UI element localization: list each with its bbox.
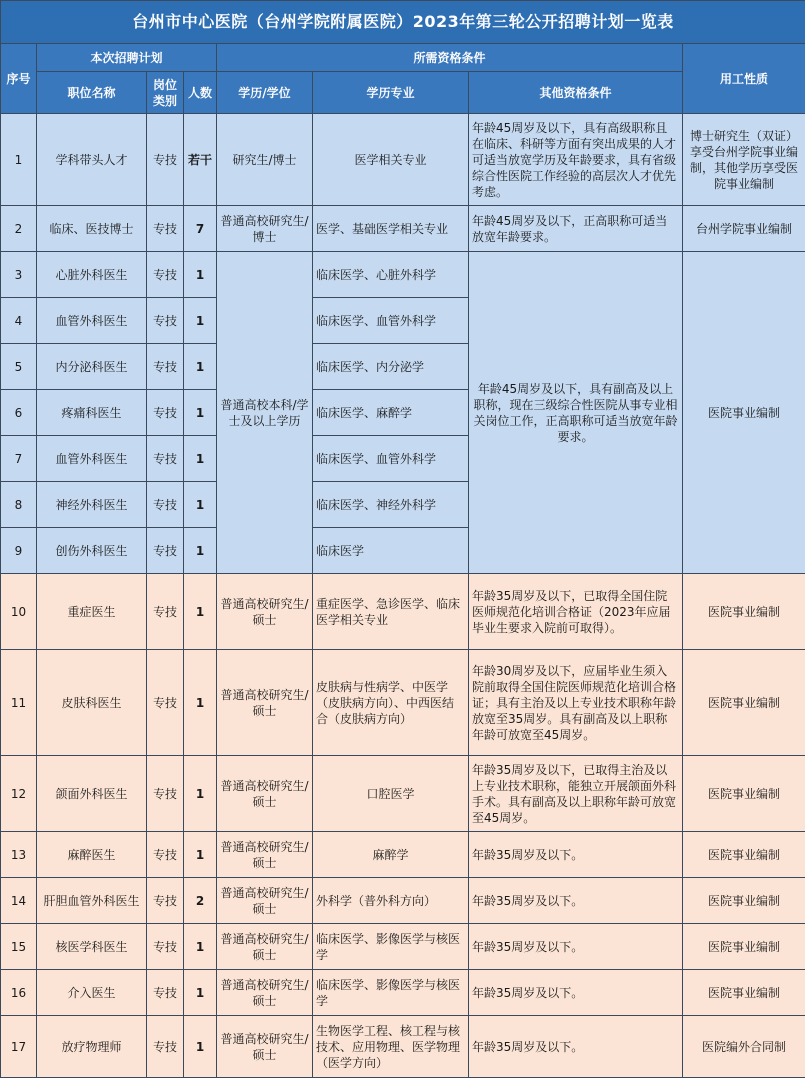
row-seq: 17 xyxy=(1,1016,37,1078)
group-degree: 普通高校本科/学士及以上学历 xyxy=(217,252,313,574)
row-seq: 1 xyxy=(1,114,37,206)
row-count: 若干 xyxy=(184,114,217,206)
row-count: 1 xyxy=(184,574,217,650)
row-major: 麻醉学 xyxy=(313,832,469,878)
header-degree: 学历/学位 xyxy=(217,72,313,114)
row-major: 临床医学、内分泌学 xyxy=(313,344,469,390)
row-position: 内分泌科医生 xyxy=(37,344,147,390)
row-employment: 医院事业编制 xyxy=(683,650,805,756)
row-other: 年龄35周岁及以下，已取得主治及以上专业技术职称，能独立开展颌面外科手术。具有副高及以上职称年龄可放宽至45周岁。 xyxy=(469,756,683,832)
row-major: 临床医学、心脏外科学 xyxy=(313,252,469,298)
row-major: 外科学（普外科方向） xyxy=(313,878,469,924)
row-position: 神经外科医生 xyxy=(37,482,147,528)
row-position: 临床、医技博士 xyxy=(37,206,147,252)
row-employment: 医院事业编制 xyxy=(683,924,805,970)
row-post-type: 专技 xyxy=(147,878,184,924)
row-position: 创伤外科医生 xyxy=(37,528,147,574)
row-degree: 普通高校研究生/硕士 xyxy=(217,878,313,924)
row-post-type: 专技 xyxy=(147,756,184,832)
row-post-type: 专技 xyxy=(147,574,184,650)
row-employment: 医院事业编制 xyxy=(683,878,805,924)
row-degree: 研究生/博士 xyxy=(217,114,313,206)
row-position: 血管外科医生 xyxy=(37,298,147,344)
row-seq: 3 xyxy=(1,252,37,298)
table-row xyxy=(1,970,805,1016)
row-degree: 普通高校研究生/硕士 xyxy=(217,924,313,970)
row-degree: 普通高校研究生/博士 xyxy=(217,206,313,252)
row-position: 颌面外科医生 xyxy=(37,756,147,832)
row-major: 临床医学、血管外科学 xyxy=(313,298,469,344)
row-position: 介入医生 xyxy=(37,970,147,1016)
table-row xyxy=(1,206,805,252)
row-major: 临床医学、神经外科学 xyxy=(313,482,469,528)
row-count: 1 xyxy=(184,390,217,436)
header-plan-group: 本次招聘计划 xyxy=(37,44,217,72)
group-other: 年龄45周岁及以下，具有副高及以上职称，现在三级综合性医院从事专业相关岗位工作，正高职称可适当放宽年龄要求。 xyxy=(469,252,683,574)
row-count: 1 xyxy=(184,298,217,344)
row-post-type: 专技 xyxy=(147,252,184,298)
row-seq: 14 xyxy=(1,878,37,924)
row-major: 口腔医学 xyxy=(313,756,469,832)
group-employment: 医院事业编制 xyxy=(683,252,805,574)
row-count: 2 xyxy=(184,878,217,924)
row-position: 疼痛科医生 xyxy=(37,390,147,436)
table-row xyxy=(1,252,805,298)
page-title: 台州市中心医院（台州学院附属医院）2023年第三轮公开招聘计划一览表 xyxy=(1,1,805,44)
row-post-type: 专技 xyxy=(147,436,184,482)
row-seq: 7 xyxy=(1,436,37,482)
row-major: 临床医学、影像医学与核医学 xyxy=(313,924,469,970)
row-post-type: 专技 xyxy=(147,528,184,574)
row-other: 年龄35周岁及以下。 xyxy=(469,1016,683,1078)
row-position: 血管外科医生 xyxy=(37,436,147,482)
row-post-type: 专技 xyxy=(147,482,184,528)
row-seq: 5 xyxy=(1,344,37,390)
row-major: 临床医学、血管外科学 xyxy=(313,436,469,482)
row-other: 年龄35周岁及以下。 xyxy=(469,924,683,970)
row-degree: 普通高校研究生/硕士 xyxy=(217,756,313,832)
row-post-type: 专技 xyxy=(147,298,184,344)
row-seq: 15 xyxy=(1,924,37,970)
row-other: 年龄35周岁及以下。 xyxy=(469,832,683,878)
table-row xyxy=(1,1016,805,1078)
row-count: 1 xyxy=(184,528,217,574)
table-row xyxy=(1,756,805,832)
row-degree: 普通高校研究生/硕士 xyxy=(217,970,313,1016)
row-seq: 2 xyxy=(1,206,37,252)
row-employment: 医院编外合同制 xyxy=(683,1016,805,1078)
row-employment: 医院事业编制 xyxy=(683,970,805,1016)
row-position: 核医学科医生 xyxy=(37,924,147,970)
row-other: 年龄35周岁及以下。 xyxy=(469,970,683,1016)
header-position: 职位名称 xyxy=(37,72,147,114)
row-major: 生物医学工程、核工程与核技术、应用物理、医学物理（医学方向） xyxy=(313,1016,469,1078)
row-degree: 普通高校研究生/硕士 xyxy=(217,574,313,650)
row-post-type: 专技 xyxy=(147,832,184,878)
row-major: 临床医学、麻醉学 xyxy=(313,390,469,436)
row-other: 年龄35周岁及以下。 xyxy=(469,878,683,924)
row-count: 7 xyxy=(184,206,217,252)
row-seq: 12 xyxy=(1,756,37,832)
row-post-type: 专技 xyxy=(147,114,184,206)
row-count: 1 xyxy=(184,344,217,390)
row-seq: 11 xyxy=(1,650,37,756)
row-employment: 医院事业编制 xyxy=(683,756,805,832)
row-major: 医学、基础医学相关专业 xyxy=(313,206,469,252)
row-count: 1 xyxy=(184,924,217,970)
row-post-type: 专技 xyxy=(147,390,184,436)
row-count: 1 xyxy=(184,970,217,1016)
row-degree: 普通高校研究生/硕士 xyxy=(217,650,313,756)
table-row xyxy=(1,878,805,924)
row-count: 1 xyxy=(184,1016,217,1078)
row-post-type: 专技 xyxy=(147,970,184,1016)
header-post-type: 岗位类别 xyxy=(147,72,184,114)
row-degree: 普通高校研究生/硕士 xyxy=(217,832,313,878)
row-major: 重症医学、急诊医学、临床医学相关专业 xyxy=(313,574,469,650)
row-employment: 台州学院事业编制 xyxy=(683,206,805,252)
table-row xyxy=(1,574,805,650)
row-major: 临床医学 xyxy=(313,528,469,574)
row-count: 1 xyxy=(184,650,217,756)
header-count: 人数 xyxy=(184,72,217,114)
row-post-type: 专技 xyxy=(147,1016,184,1078)
row-employment: 医院事业编制 xyxy=(683,832,805,878)
row-other: 年龄45周岁及以下，具有高级职称且在临床、科研等方面有突出成果的人才可适当放宽学历及年龄要求，具有省级综合性医院工作经验的高层次人才优先考虑。 xyxy=(469,114,683,206)
row-post-type: 专技 xyxy=(147,650,184,756)
row-position: 肝胆血管外科医生 xyxy=(37,878,147,924)
header-other: 其他资格条件 xyxy=(469,72,683,114)
row-position: 学科带头人才 xyxy=(37,114,147,206)
header-seq: 序号 xyxy=(1,44,37,114)
row-seq: 10 xyxy=(1,574,37,650)
row-degree: 普通高校研究生/硕士 xyxy=(217,1016,313,1078)
row-position: 麻醉医生 xyxy=(37,832,147,878)
row-count: 1 xyxy=(184,252,217,298)
row-other: 年龄30周岁及以下，应届毕业生须入院前取得全国住院医师规范化培训合格证；具有主治及以上专业技术职称年龄放宽至35周岁。具有副高及以上职称年龄可放宽至45周岁。 xyxy=(469,650,683,756)
row-seq: 8 xyxy=(1,482,37,528)
row-count: 1 xyxy=(184,436,217,482)
header-qual-group: 所需资格条件 xyxy=(217,44,683,72)
row-seq: 6 xyxy=(1,390,37,436)
row-major: 医学相关专业 xyxy=(313,114,469,206)
row-seq: 16 xyxy=(1,970,37,1016)
row-post-type: 专技 xyxy=(147,344,184,390)
row-seq: 13 xyxy=(1,832,37,878)
row-major: 临床医学、影像医学与核医学 xyxy=(313,970,469,1016)
row-count: 1 xyxy=(184,756,217,832)
table-row xyxy=(1,114,805,206)
row-position: 放疗物理师 xyxy=(37,1016,147,1078)
row-employment: 博士研究生（双证）享受台州学院事业编制，其他学历享受医院事业编制 xyxy=(683,114,805,206)
header-employment: 用工性质 xyxy=(683,44,805,114)
row-other: 年龄45周岁及以下，正高职称可适当放宽年龄要求。 xyxy=(469,206,683,252)
row-position: 皮肤科医生 xyxy=(37,650,147,756)
table-row xyxy=(1,832,805,878)
table-row xyxy=(1,924,805,970)
row-post-type: 专技 xyxy=(147,206,184,252)
row-seq: 4 xyxy=(1,298,37,344)
row-post-type: 专技 xyxy=(147,924,184,970)
row-position: 重症医生 xyxy=(37,574,147,650)
row-count: 1 xyxy=(184,832,217,878)
row-seq: 9 xyxy=(1,528,37,574)
table-row xyxy=(1,650,805,756)
header-major: 学历专业 xyxy=(313,72,469,114)
row-other: 年龄35周岁及以下，已取得全国住院医师规范化培训合格证（2023年应届毕业生要求入院前可取得）。 xyxy=(469,574,683,650)
row-employment: 医院事业编制 xyxy=(683,574,805,650)
row-count: 1 xyxy=(184,482,217,528)
row-position: 心脏外科医生 xyxy=(37,252,147,298)
row-major: 皮肤病与性病学、中医学（皮肤病方向）、中西医结合（皮肤病方向） xyxy=(313,650,469,756)
